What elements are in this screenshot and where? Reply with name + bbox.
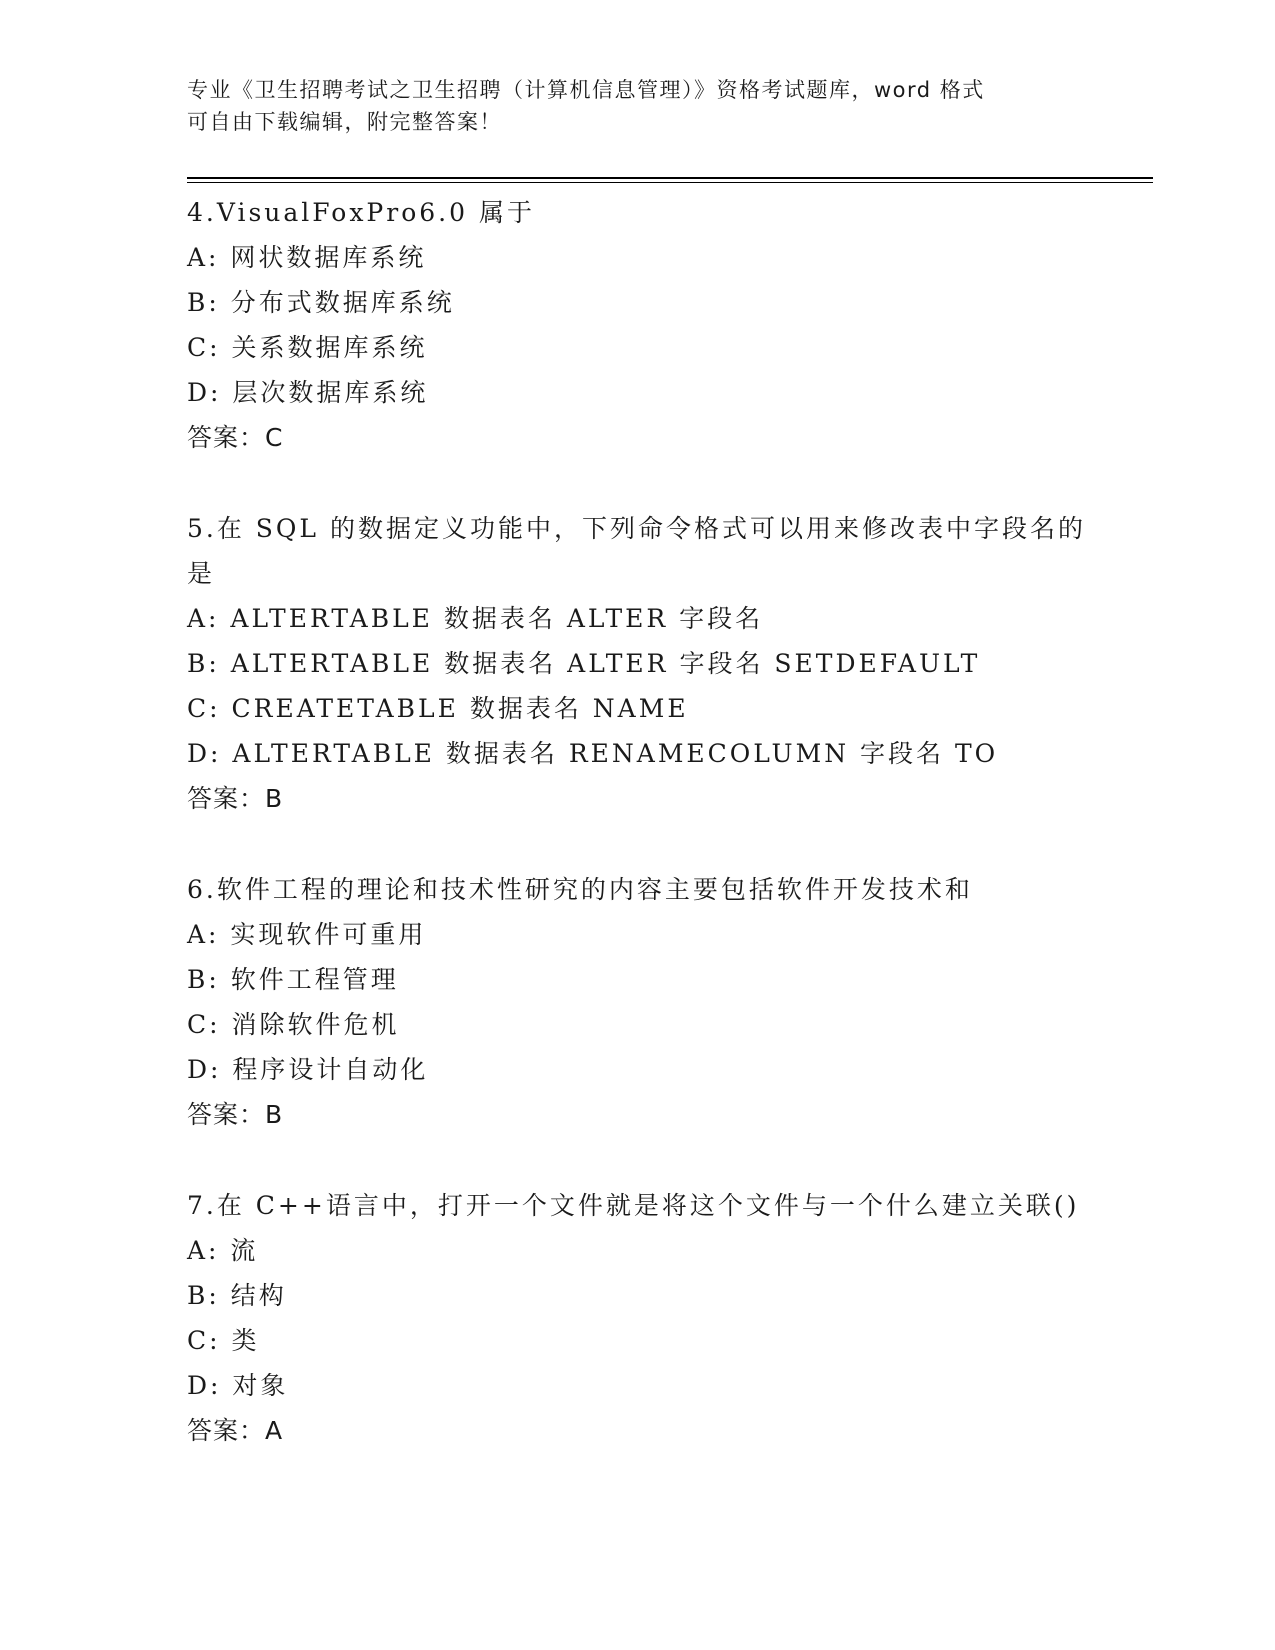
option-a: A: 网状数据库系统 xyxy=(187,243,427,272)
question-item xyxy=(187,1183,1087,1453)
question-item xyxy=(187,867,1087,1137)
question-stem: 4.VisualFoxPro6.0 属于 xyxy=(187,198,535,227)
option-b: B: 分布式数据库系统 xyxy=(187,288,455,317)
question-stem: 7.在 C++语言中，打开一个文件就是将这个文件与一个什么建立关联() xyxy=(187,1191,1080,1220)
answer-line: 答案：B xyxy=(187,1100,284,1129)
question-stem: 6.软件工程的理论和技术性研究的内容主要包括软件开发技术和 xyxy=(187,875,973,904)
question-list xyxy=(187,190,1087,1499)
option-b: B: 软件工程管理 xyxy=(187,965,399,994)
answer-line: 答案：B xyxy=(187,784,284,813)
question-item xyxy=(187,506,1087,821)
document-header xyxy=(187,74,1067,138)
header-line-1: 专业《卫生招聘考试之卫生招聘（计算机信息管理）》资格考试题库，word 格式 xyxy=(187,78,985,102)
answer-line: 答案：C xyxy=(187,423,284,452)
answer-line: 答案：A xyxy=(187,1416,284,1445)
option-c: C: 关系数据库系统 xyxy=(187,333,428,362)
header-divider-thin xyxy=(187,182,1153,183)
question-stem: 5.在 SQL 的数据定义功能中，下列命令格式可以用来修改表中字段名的是 xyxy=(187,514,1086,588)
option-a: A: 流 xyxy=(187,1236,259,1265)
option-c: C: 消除软件危机 xyxy=(187,1010,400,1039)
option-d: D: 对象 xyxy=(187,1371,289,1400)
option-d: D: 层次数据库系统 xyxy=(187,378,429,407)
option-a: A: 实现软件可重用 xyxy=(187,920,427,949)
option-b: B: ALTERTABLE 数据表名 ALTER 字段名 SETDEFAULT xyxy=(187,649,981,678)
option-c: C: 类 xyxy=(187,1326,260,1355)
option-c: C: CREATETABLE 数据表名 NAME xyxy=(187,694,689,723)
header-line-2: 可自由下载编辑，附完整答案！ xyxy=(187,110,502,134)
question-item xyxy=(187,190,1087,460)
option-d: D: 程序设计自动化 xyxy=(187,1055,429,1084)
option-d: D: ALTERTABLE 数据表名 RENAMECOLUMN 字段名 TO xyxy=(187,739,999,768)
option-b: B: 结构 xyxy=(187,1281,287,1310)
option-a: A: ALTERTABLE 数据表名 ALTER 字段名 xyxy=(187,604,764,633)
header-divider-thick xyxy=(187,177,1153,179)
